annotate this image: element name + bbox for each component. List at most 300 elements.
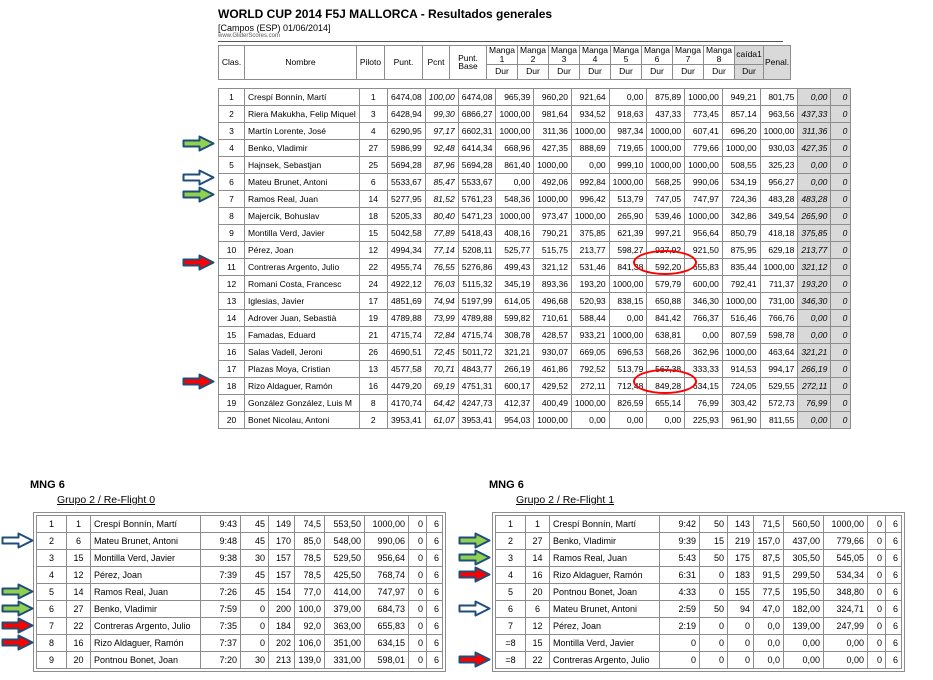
manga-7-cell: 508,55	[722, 156, 760, 173]
clas-cell: 6	[219, 173, 245, 190]
punt-base-cell: 5011,72	[458, 343, 496, 360]
nombre-cell: Plazas Moya, Cristian	[245, 360, 360, 377]
points-cell: 437,00	[784, 533, 824, 550]
manga-8-cell: 731,00	[760, 292, 798, 309]
pcnt-cell: 87,96	[425, 156, 458, 173]
punt-base-cell: 5418,43	[458, 224, 496, 241]
manga-3-cell: 531,46	[571, 258, 609, 275]
manga-4-cell: 621,39	[609, 224, 647, 241]
pcnt-cell: 80,40	[425, 207, 458, 224]
manga-5-cell: 1000,00	[647, 139, 685, 156]
score-cell: 348,80	[824, 584, 868, 601]
manga-4-cell: 719,65	[609, 139, 647, 156]
manga-2-cell: 960,20	[534, 88, 572, 105]
manga-1-cell: 614,05	[496, 292, 534, 309]
clas-cell: 1	[219, 88, 245, 105]
manga-4-cell: 1000,00	[609, 275, 647, 292]
manga-4-cell: 513,79	[609, 360, 647, 377]
manga-7-cell: 724,36	[722, 190, 760, 207]
height-penalty-cell: 139,0	[295, 652, 325, 669]
group-cell: 6	[427, 584, 443, 601]
round-title-right: MNG 6	[489, 479, 524, 491]
height-cell: 149	[269, 516, 295, 533]
time-cell: 2:19	[660, 618, 700, 635]
manga-1-cell: 965,39	[496, 88, 534, 105]
penal-cell: 0	[831, 394, 851, 411]
name-cell: Mateu Brunet, Antoni	[91, 533, 201, 550]
table-row	[219, 105, 851, 122]
name-cell: Pontnou Bonet, Joan	[91, 652, 201, 669]
rank-cell: 5	[37, 584, 67, 601]
rank-cell: 2	[37, 533, 67, 550]
time-cell: 9:42	[660, 516, 700, 533]
manga-4-cell: 826,59	[609, 394, 647, 411]
caida-cell: 311,36	[798, 122, 831, 139]
manga-8-cell: 349,54	[760, 207, 798, 224]
manga-6-cell: 225,93	[685, 411, 723, 428]
time-cell: 7:35	[201, 618, 241, 635]
clas-cell: 19	[219, 394, 245, 411]
punt-base-cell: 5533,67	[458, 173, 496, 190]
caida-cell: 437,33	[798, 105, 831, 122]
punt-base-cell: 6414,34	[458, 139, 496, 156]
group-cell: 6	[886, 567, 902, 584]
group-cell: 6	[427, 533, 443, 550]
height-cell: 143	[728, 516, 754, 533]
penal-cell: 0	[831, 326, 851, 343]
red-arrow-icon	[182, 373, 215, 390]
punt-base-header: Punt. Base	[450, 46, 487, 80]
pcnt-cell: 76,55	[425, 258, 458, 275]
manga-6-cell: 0,00	[685, 326, 723, 343]
manga-7-cell: 534,19	[722, 173, 760, 190]
rank-cell: 4	[37, 567, 67, 584]
manga-5-cell: 655,14	[647, 394, 685, 411]
piloto-cell: 1	[67, 516, 91, 533]
group-cell: 6	[886, 584, 902, 601]
rank-cell: 7	[37, 618, 67, 635]
nombre-cell: Riera Makukha, Felip Miquel	[245, 105, 360, 122]
points-cell: 379,00	[325, 601, 365, 618]
height-penalty-cell: 71,5	[754, 516, 784, 533]
landing-cell: 45	[241, 516, 269, 533]
manga-3-cell: 1000,00	[571, 394, 609, 411]
manga-7-cell: 835,44	[722, 258, 760, 275]
manga-2-header: Manga 2	[518, 46, 549, 65]
manga-3-cell: 888,69	[571, 139, 609, 156]
page-title: WORLD CUP 2014 F5J MALLORCA - Resultados generales	[218, 7, 553, 21]
table-row	[37, 618, 443, 635]
manga-3-cell: 1000,00	[571, 207, 609, 224]
green-arrow-icon	[182, 135, 215, 152]
table-row	[37, 601, 443, 618]
penal-cell: 0	[831, 292, 851, 309]
manga-8-cell: 930,03	[760, 139, 798, 156]
points-cell: 351,00	[325, 635, 365, 652]
manga-6-cell: 990,06	[685, 173, 723, 190]
manga-5-cell: 567,38	[647, 360, 685, 377]
manga-5-cell: 638,81	[647, 326, 685, 343]
penal-cell: 0	[831, 275, 851, 292]
manga-1-cell: 266,19	[496, 360, 534, 377]
punt-cell: 5042,58	[387, 224, 425, 241]
rank-cell: 4	[496, 567, 526, 584]
piloto-cell: 15	[67, 550, 91, 567]
name-cell: Mateu Brunet, Antoni	[550, 601, 660, 618]
points-cell: 363,00	[325, 618, 365, 635]
manga-7-cell: 875,95	[722, 241, 760, 258]
clas-cell: 14	[219, 309, 245, 326]
table-row	[496, 516, 902, 533]
punt-cell: 4994,34	[387, 241, 425, 258]
pcnt-cell: 70,71	[425, 360, 458, 377]
manga-5-cell: 841,42	[647, 309, 685, 326]
penal-cell: 0	[831, 258, 851, 275]
clas-cell: 20	[219, 411, 245, 428]
caida-cell: 375,85	[798, 224, 831, 241]
manga-7-dur-header: Dur	[673, 64, 704, 79]
piloto-cell: 18	[359, 207, 387, 224]
punt-cell: 5277,95	[387, 190, 425, 207]
landing-cell: 15	[700, 533, 728, 550]
punt-base-cell: 6474,08	[458, 88, 496, 105]
clas-cell: 18	[219, 377, 245, 394]
caida-cell: 213,77	[798, 241, 831, 258]
manga-2-cell: 428,57	[534, 326, 572, 343]
piloto-cell: 21	[359, 326, 387, 343]
punt-base-cell: 5197,99	[458, 292, 496, 309]
manga-4-cell: 987,34	[609, 122, 647, 139]
piloto-cell: 6	[359, 173, 387, 190]
name-cell: Pérez, Joan	[550, 618, 660, 635]
table-row	[219, 122, 851, 139]
penal-cell: 0	[831, 156, 851, 173]
landing-cell: 45	[241, 533, 269, 550]
penal-cell: 0	[831, 241, 851, 258]
manga-1-cell: 308,78	[496, 326, 534, 343]
manga-6-dur-header: Dur	[642, 64, 673, 79]
table-row	[37, 567, 443, 584]
score-cell: 684,73	[365, 601, 409, 618]
clas-cell: 5	[219, 156, 245, 173]
table-row	[219, 394, 851, 411]
manga-6-cell: 1000,00	[685, 207, 723, 224]
manga-4-header: Manga 4	[580, 46, 611, 65]
penalty-cell: 0	[868, 533, 886, 550]
punt-base-cell: 5471,23	[458, 207, 496, 224]
red-arrow-icon	[1, 617, 34, 634]
caida-cell: 193,20	[798, 275, 831, 292]
points-cell: 331,00	[325, 652, 365, 669]
penalty-cell: 0	[868, 652, 886, 669]
name-cell: Pontnou Bonet, Joan	[550, 584, 660, 601]
penal-cell: 0	[831, 411, 851, 428]
manga-7-cell: 807,59	[722, 326, 760, 343]
punt-cell: 4170,74	[387, 394, 425, 411]
manga-5-cell: 997,21	[647, 224, 685, 241]
punt-cell: 4479,20	[387, 377, 425, 394]
piloto-cell: 15	[359, 224, 387, 241]
caida-cell: 346,30	[798, 292, 831, 309]
landing-cell: 0	[700, 618, 728, 635]
punt-base-cell: 5694,28	[458, 156, 496, 173]
score-cell: 324,71	[824, 601, 868, 618]
rank-cell: =8	[496, 652, 526, 669]
manga-7-cell: 857,14	[722, 105, 760, 122]
round-title-left: MNG 6	[30, 479, 65, 491]
manga-4-cell: 696,53	[609, 343, 647, 360]
height-penalty-cell: 77,5	[754, 584, 784, 601]
score-cell: 0,00	[824, 635, 868, 652]
manga-6-cell: 779,66	[685, 139, 723, 156]
table-row	[496, 601, 902, 618]
points-cell: 0,00	[784, 635, 824, 652]
table-row	[496, 533, 902, 550]
height-cell: 0	[728, 618, 754, 635]
clas-cell: 17	[219, 360, 245, 377]
pcnt-cell: 64,42	[425, 394, 458, 411]
name-cell: Benko, Vladimir	[550, 533, 660, 550]
pcnt-cell: 100,00	[425, 88, 458, 105]
manga-8-cell: 801,75	[760, 88, 798, 105]
penalty-cell: 0	[409, 652, 427, 669]
nombre-cell: Majercik, Bohuslav	[245, 207, 360, 224]
nombre-cell: Ramos Real, Juan	[245, 190, 360, 207]
caida-cell: 265,90	[798, 207, 831, 224]
event-location-date: [Campos (ESP) 01/06/2014]	[218, 23, 331, 33]
penalty-cell: 0	[409, 567, 427, 584]
green-arrow-icon	[458, 532, 491, 549]
piloto-cell: 25	[359, 156, 387, 173]
pcnt-cell: 76,03	[425, 275, 458, 292]
manga-2-cell: 1000,00	[534, 156, 572, 173]
piloto-cell: 1	[359, 88, 387, 105]
manga-8-cell: 1000,00	[760, 122, 798, 139]
rank-cell: 6	[496, 601, 526, 618]
score-cell: 779,66	[824, 533, 868, 550]
manga-7-cell: 914,53	[722, 360, 760, 377]
manga-2-cell: 1000,00	[534, 411, 572, 428]
height-cell: 183	[728, 567, 754, 584]
time-cell: 9:48	[201, 533, 241, 550]
manga-3-cell: 921,64	[571, 88, 609, 105]
piloto-cell: 8	[359, 394, 387, 411]
punt-base-cell: 6866,27	[458, 105, 496, 122]
piloto-cell: 20	[67, 652, 91, 669]
time-cell: 9:39	[660, 533, 700, 550]
height-penalty-cell: 92,0	[295, 618, 325, 635]
manga-1-cell: 1000,00	[496, 207, 534, 224]
manga-6-cell: 1000,00	[685, 156, 723, 173]
landing-cell: 30	[241, 550, 269, 567]
punt-header: Punt.	[385, 46, 423, 80]
manga-5-cell: 592,20	[647, 258, 685, 275]
penal-cell: 0	[831, 122, 851, 139]
nombre-cell: Pérez, Joan	[245, 241, 360, 258]
nombre-cell: Montilla Verd, Javier	[245, 224, 360, 241]
manga-3-cell: 0,00	[571, 411, 609, 428]
time-cell: 6:31	[660, 567, 700, 584]
manga-3-cell: 520,93	[571, 292, 609, 309]
manga-8-dur-header: Dur	[704, 64, 735, 79]
manga-3-cell: 375,85	[571, 224, 609, 241]
points-cell: 182,00	[784, 601, 824, 618]
manga-5-cell: 1000,00	[647, 156, 685, 173]
nombre-header: Nombre	[245, 46, 357, 80]
table-row	[37, 635, 443, 652]
penalty-cell: 0	[868, 618, 886, 635]
pcnt-cell: 81,52	[425, 190, 458, 207]
manga-3-cell: 1000,00	[571, 122, 609, 139]
manga-5-cell: 568,25	[647, 173, 685, 190]
penalty-cell: 0	[409, 584, 427, 601]
manga-8-cell: 766,76	[760, 309, 798, 326]
red-arrow-icon	[1, 634, 34, 651]
manga-4-cell: 999,10	[609, 156, 647, 173]
manga-1-cell: 345,19	[496, 275, 534, 292]
manga-4-cell: 598,27	[609, 241, 647, 258]
table-row	[219, 377, 851, 394]
clas-cell: 11	[219, 258, 245, 275]
manga-6-cell: 634,15	[685, 377, 723, 394]
manga-3-cell: 933,21	[571, 326, 609, 343]
manga-7-cell: 1000,00	[722, 139, 760, 156]
penalty-cell: 0	[868, 567, 886, 584]
manga-8-cell: 629,18	[760, 241, 798, 258]
manga-6-cell: 655,83	[685, 258, 723, 275]
score-cell: 545,05	[824, 550, 868, 567]
red-arrow-icon	[458, 651, 491, 668]
manga-1-cell: 954,03	[496, 411, 534, 428]
height-penalty-cell: 78,5	[295, 550, 325, 567]
punt-base-cell: 6602,31	[458, 122, 496, 139]
caida-dur-header: Dur	[735, 64, 764, 79]
height-penalty-cell: 74,5	[295, 516, 325, 533]
manga-7-cell: 696,20	[722, 122, 760, 139]
penal-cell: 0	[831, 377, 851, 394]
height-penalty-cell: 100,0	[295, 601, 325, 618]
manga-2-cell: 321,12	[534, 258, 572, 275]
manga-8-cell: 811,55	[760, 411, 798, 428]
penalty-cell: 0	[409, 618, 427, 635]
manga-4-cell: 513,79	[609, 190, 647, 207]
manga-3-cell: 934,52	[571, 105, 609, 122]
name-cell: Contreras Argento, Julio	[91, 618, 201, 635]
caida-cell: 272,11	[798, 377, 831, 394]
piloto-cell: 24	[359, 275, 387, 292]
caida-cell: 0,00	[798, 411, 831, 428]
manga-7-header: Manga 7	[673, 46, 704, 65]
time-cell: 9:38	[201, 550, 241, 567]
group-cell: 6	[427, 635, 443, 652]
pcnt-cell: 69,19	[425, 377, 458, 394]
manga-8-cell: 418,18	[760, 224, 798, 241]
points-cell: 299,50	[784, 567, 824, 584]
name-cell: Montilla Verd, Javier	[91, 550, 201, 567]
piloto-cell: 14	[67, 584, 91, 601]
points-cell: 529,50	[325, 550, 365, 567]
name-cell: Rizo Aldaguer, Ramón	[550, 567, 660, 584]
punt-cell: 5694,28	[387, 156, 425, 173]
punt-cell: 4690,51	[387, 343, 425, 360]
manga-8-cell: 463,64	[760, 343, 798, 360]
manga-7-cell: 303,42	[722, 394, 760, 411]
piloto-cell: 14	[526, 550, 550, 567]
punt-base-cell: 4751,31	[458, 377, 496, 394]
table-row	[219, 343, 851, 360]
caida-cell: 0,00	[798, 173, 831, 190]
manga-3-cell: 272,11	[571, 377, 609, 394]
height-penalty-cell: 157,0	[754, 533, 784, 550]
manga-6-cell: 747,97	[685, 190, 723, 207]
penal-cell: 0	[831, 173, 851, 190]
round-subtitle-left: Grupo 2 / Re-Flight 0	[57, 494, 156, 506]
rank-cell: 3	[496, 550, 526, 567]
manga-6-cell: 921,50	[685, 241, 723, 258]
piloto-cell: 6	[67, 533, 91, 550]
height-cell: 157	[269, 567, 295, 584]
piloto-cell: 16	[526, 567, 550, 584]
caida-cell: 0,00	[798, 88, 831, 105]
rank-cell: 5	[496, 584, 526, 601]
time-cell: 7:37	[201, 635, 241, 652]
score-cell: 598,01	[365, 652, 409, 669]
height-cell: 154	[269, 584, 295, 601]
time-cell: 9:43	[201, 516, 241, 533]
manga-5-cell: 747,05	[647, 190, 685, 207]
manga-8-cell: 483,28	[760, 190, 798, 207]
pcnt-cell: 77,89	[425, 224, 458, 241]
height-cell: 0	[728, 652, 754, 669]
piloto-cell: 1	[526, 516, 550, 533]
points-cell: 0,00	[784, 652, 824, 669]
punt-cell: 6428,94	[387, 105, 425, 122]
manga-6-header: Manga 6	[642, 46, 673, 65]
manga-2-cell: 429,52	[534, 377, 572, 394]
height-cell: 184	[269, 618, 295, 635]
clas-cell: 15	[219, 326, 245, 343]
manga-5-cell: 1000,00	[647, 122, 685, 139]
pcnt-cell: 74,94	[425, 292, 458, 309]
manga-1-cell: 599,82	[496, 309, 534, 326]
clas-cell: 3	[219, 122, 245, 139]
nombre-cell: Benko, Vladimir	[245, 139, 360, 156]
height-cell: 170	[269, 533, 295, 550]
pcnt-header: Pcnt	[423, 46, 450, 80]
piloto-cell: 12	[67, 567, 91, 584]
manga-2-cell: 893,36	[534, 275, 572, 292]
group-cell: 6	[427, 516, 443, 533]
punt-cell: 4577,58	[387, 360, 425, 377]
caida-cell: 0,00	[798, 309, 831, 326]
white-arrow-icon	[1, 532, 34, 549]
punt-cell: 6290,95	[387, 122, 425, 139]
clas-cell: 7	[219, 190, 245, 207]
white-arrow-icon	[458, 600, 491, 617]
manga-8-cell: 598,78	[760, 326, 798, 343]
penalty-cell: 0	[868, 601, 886, 618]
group-cell: 6	[427, 567, 443, 584]
manga-6-cell: 773,45	[685, 105, 723, 122]
penal-cell: 0	[831, 88, 851, 105]
punt-base-cell: 3953,41	[458, 411, 496, 428]
white-arrow-icon	[182, 169, 215, 186]
name-cell: Crespí Bonnín, Martí	[91, 516, 201, 533]
height-penalty-cell: 91,5	[754, 567, 784, 584]
piloto-cell: 12	[359, 241, 387, 258]
group-cell: 6	[427, 550, 443, 567]
nombre-cell: Iglesias, Javier	[245, 292, 360, 309]
